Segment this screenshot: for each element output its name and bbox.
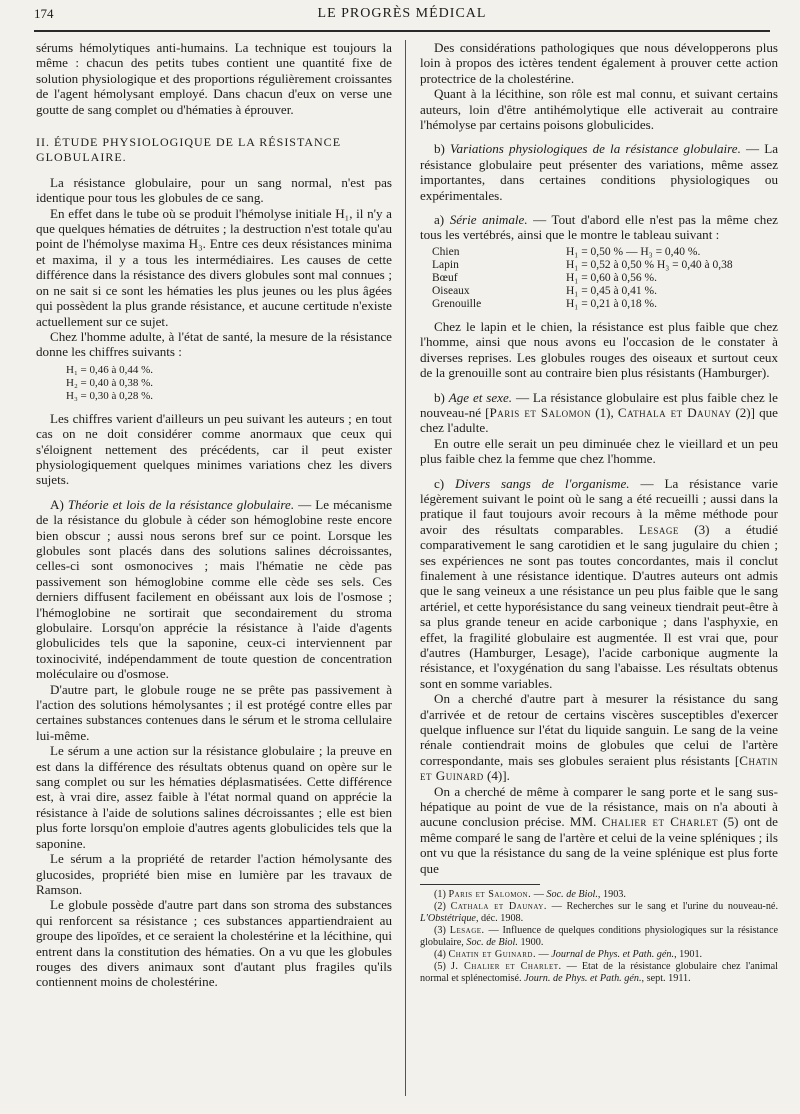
subsection-title: Variations physiologiques de la résistance globulaire. <box>450 141 741 157</box>
paragraph: Le sérum a la propriété de retarder l'action hémolysante des glucosides, propriété bien mise en lumière par les travaux de Ramson. <box>36 851 392 897</box>
page-header <box>34 6 770 28</box>
table-row <box>432 272 733 285</box>
table-cell-values: H₁ = 0,45 à 0,41 %. <box>566 284 657 297</box>
subsection-b: b) Variations physiologiques de la résistance globulaire. — La résistance globulaire peut présenter des variations, même assez importantes, dans certaines conditions physiologiques ou expérimentales. <box>420 141 778 203</box>
footnote-rule <box>420 884 540 885</box>
journal-title: LE PROGRÈS MÉDICAL <box>317 6 487 21</box>
table-row <box>432 246 733 259</box>
subsection-a: A) Théorie et lois de la résistance globulaire. — Le mécanisme de la résistance du globule à céder son hémoglobine reste encore bien obscur ; aussi nous serons bref sur ce point. Lorsque les globules sont placés dans des solutions salines décroissantes, celles-ci sont osmonocives ; mais l'hématie ne cède pas passivement son hémoglobine comme elle cède ses sels. Ces derniers diffusent facilement en obéissant aux lois de l'osmose ; l'hémoglobine ne sortirait que secondairement du stroma globulaire. Lorsqu'on apprécie la résistance à l'aide d'agents globulicides tels que la saponine, ceux-ci interviennent par toxinocivité, indépendamment de toute question de concentration moléculaire ou d'osmose. <box>36 496 392 682</box>
subsection-divers-sangs: c) Divers sangs de l'organisme. — La résistance varie légèrement suivant le point où le sang a été recueilli ; aussi dans la pratique il faut toujours avoir recours à la même méthode pour avoir des résultats comparables. Lesage (3) a étudié comparativement le sang carotidien et le sang jugulaire du chien ; ses expériences ne sont pas toutes concordantes, mais il conclut finalement à une résistance identique. D'autres auteurs ont admis que le sang veineux a une résistance un peu plus faible que le sang artériel, et cette hyporésistance du sang veineux tiendrait peut-être à sa plus grande teneur en acide carbonique ; dans l'asphyxie, en effet, la fragilité globulaire est augmentée. Il est vrai que, pour d'autres (Hamburger, Lesage), l'acide carbonique augmente la résistance, et l'oxygénation du sang l'abaisse. Les résultats obtenus sont en somme variables. <box>420 475 778 691</box>
author-citation: Paris et Salomon <box>489 404 592 420</box>
paragraph: En effet dans le tube où se produit l'hémolyse initiale H₁, il n'y a que quelques hématies de détruites ; la destruction n'est totale qu'au point de l'hémolyse maxima H₃. Entre ces deux résistances minima et maxima, il y a tous les intermédiaires. Les causes de cette différence dans la résistance des divers globules sont mal connues ; on ne sait si ce sont les hématies les plus jeunes ou les plus âgées qui possèdent la plus grande résistance, et aucune certitude n'existe actuellement sur ce sujet. <box>36 205 392 329</box>
paragraph: Des considérations pathologiques que nous développerons plus loin à propos des ictères tendent également à prouver cette action protectrice de la cholestérine. <box>420 40 778 86</box>
paragraph: Le globule possède d'autre part dans son stroma des substances qui renforcent sa résistance ; ces substances appartiendraient au groupe des lipoïdes, et ce seraient la cholestérine et la lécithine, qui entrent dans la constitution des hématies. On a vu que les globules rouges des divers animaux sont d'autant plus fragiles qu'ils contiennent moins de cholestérine. <box>36 897 392 990</box>
paragraph: D'autre part, le globule rouge ne se prête pas passivement à l'action des solutions hémolysantes ; il est protégé contre elles par certaines substances contenues dans le sérum et le stroma cellulaire lui-même. <box>36 681 392 743</box>
formula-h3: H₃ = 0,30 à 0,28 %. <box>66 389 154 402</box>
paragraph: En outre elle serait un peu diminuée chez le vieillard et un peu plus faible chez la femme que chez l'homme. <box>420 435 778 467</box>
author-citation: Cathala et Daunay <box>617 404 732 420</box>
subsection-title: Age et sexe. <box>448 389 513 405</box>
paragraph: Les chiffres varient d'ailleurs un peu suivant les auteurs ; en tout cas on ne doit considérer comme anormaux que ceux qui s'éloignent nettement des précédents, car il peut exister physiologiquement quelques minimes variations chez les divers sujets. <box>36 410 392 488</box>
resistance-formulas <box>66 364 392 403</box>
table-cell-animal: Chien <box>432 245 460 258</box>
subsection-title: Série animale. <box>449 212 528 228</box>
footnote: (1) Paris et Salomon. — Soc. de Biol., 1903. <box>434 889 626 901</box>
subsection-title: Théorie et lois de la résistance globulaire. <box>67 496 295 512</box>
page-number: 174 <box>34 6 54 21</box>
table-cell-values: H₁ = 0,60 à 0,56 %. <box>566 271 657 284</box>
footnotes <box>420 889 778 985</box>
table-cell-animal: Lapin <box>432 258 459 271</box>
left-column <box>36 40 392 1100</box>
subsection-title: Divers sangs de l'organisme. <box>455 475 630 491</box>
footnote: (2) Cathala et Daunay. — Recherches sur le sang et l'urine du nouveau-né. L'Obstétrique, déc. 1908. <box>420 901 778 925</box>
table-cell-animal: Grenouille <box>432 297 482 310</box>
table-row <box>432 285 733 298</box>
right-column <box>420 40 778 1100</box>
footnote: (4) Chatin et Guinard. — Journal de Phys. et Path. gén., 1901. <box>434 949 703 961</box>
subsection-serie-animale: a) Série animale. — Tout d'abord elle n'est pas la même chez tous les vertébrés, ainsi que le montre le tableau suivant : <box>420 212 778 243</box>
author-citation: Chatin et Guinard <box>420 752 778 784</box>
column-divider <box>405 40 406 1096</box>
table-cell-values: H₁ = 0,21 à 0,18 %. <box>566 297 657 310</box>
author-citation: Chalier et Charlet <box>601 814 718 830</box>
paragraph: Quant à la lécithine, son rôle est mal connu, et suivant certains auteurs, loin d'être antihémolytique elle activerait au contraire l'hémolyse par certains poisons globulicides. <box>420 86 778 133</box>
author-citation: Lesage <box>638 521 679 537</box>
paragraph: On a cherché d'autre part à mesurer la résistance du sang d'arrivée et de retour de certains viscères susceptibles d'exercer quelque influence sur l'état du liquide sanguin. Le sang de la veine rénale contiendrait moins de globules que celui de l'artère correspondante, mais ses globules seraient plus résistants [Chatin et Guinard (4)]. <box>420 691 778 784</box>
table-cell-values: H₁ = 0,52 à 0,50 % H₃ = 0,40 à 0,38 <box>566 258 733 271</box>
table-row <box>432 298 733 311</box>
footnote: (5) J. Chalier et Charlet. — Etat de la résistance globulaire chez l'animal normal et splénectomisé. Journ. de Phys. et Path. gén., sept. 1911. <box>420 961 778 985</box>
table-row <box>432 259 733 272</box>
intro-paragraph: sérums hémolytiques anti-humains. La technique est toujours la même : chacun des petits tubes contient une quantité fixe de solution physiologique et des proportions régulièrement croissantes de l'agent hémolysant employé. Dans chacun d'eux on verse une goutte de sang complet ou d'hématies à éprouver. <box>36 40 392 117</box>
table-cell-animal: Bœuf <box>432 271 458 284</box>
header-rule <box>34 30 770 32</box>
formula-h1: H₁ = 0,46 à 0,44 %. <box>66 363 154 376</box>
paragraph: On a cherché de même à comparer le sang porte et le sang sus-hépatique au point de vue de la résistance, mais on n'a abouti à aucune conclusion précise. MM. Chalier et Charlet (5) ont de même comparé le sang de l'artère et celui de la veine spléniques ; ils ont vu que la résistance du sang de la veine splénique est plus forte que <box>420 783 778 876</box>
table-cell-animal: Oiseaux <box>432 284 470 297</box>
section-heading: II. ÉTUDE PHYSIOLOGIQUE DE LA RÉSISTANCE GLOBULAIRE. <box>36 135 342 165</box>
table-cell-values: H₁ = 0,50 % — H₃ = 0,40 %. <box>566 245 701 258</box>
footnote: (3) Lesage. — Influence de quelques conditions physiologiques sur la résistance globulaire, Soc. de Biol. 1900. <box>420 925 778 949</box>
resistance-table <box>432 246 733 311</box>
paragraph: Le sérum a une action sur la résistance globulaire ; la preuve en est dans la différence des résultats obtenus quand on opère sur le sang complet ou sur les hématies déplasmatisées. Cette différence est, à vrai dire, assez faible à l'état normal quand on apprécie la résistance à l'aide de solutions salines décroissantes ; elle est bien plus forte lorsqu'on emploie d'autres agents globulicides tels que la saponine. <box>36 743 392 851</box>
paragraph: La résistance globulaire, pour un sang normal, n'est pas identique pour tous les globules de ce sang. <box>36 174 392 206</box>
paragraph: Chez le lapin et le chien, la résistance est plus faible que chez l'homme, ainsi que nous avons eu l'occasion de le constater à diverses reprises. Les globules rouges des oiseaux et surtout ceux de la grenouille sont au contraire bien plus résistants (Hamburger). <box>420 318 778 381</box>
paragraph: Chez l'homme adulte, à l'état de santé, la mesure de la résistance donne les chiffres suivants : <box>36 328 392 360</box>
subsection-age-sexe: b) Age et sexe. — La résistance globulaire est plus faible chez le nouveau-né [Paris et Salomon (1), Cathala et Daunay (2)] que chez l'adulte. <box>420 389 778 436</box>
formula-h2: H₂ = 0,40 à 0,38 %. <box>66 376 154 389</box>
